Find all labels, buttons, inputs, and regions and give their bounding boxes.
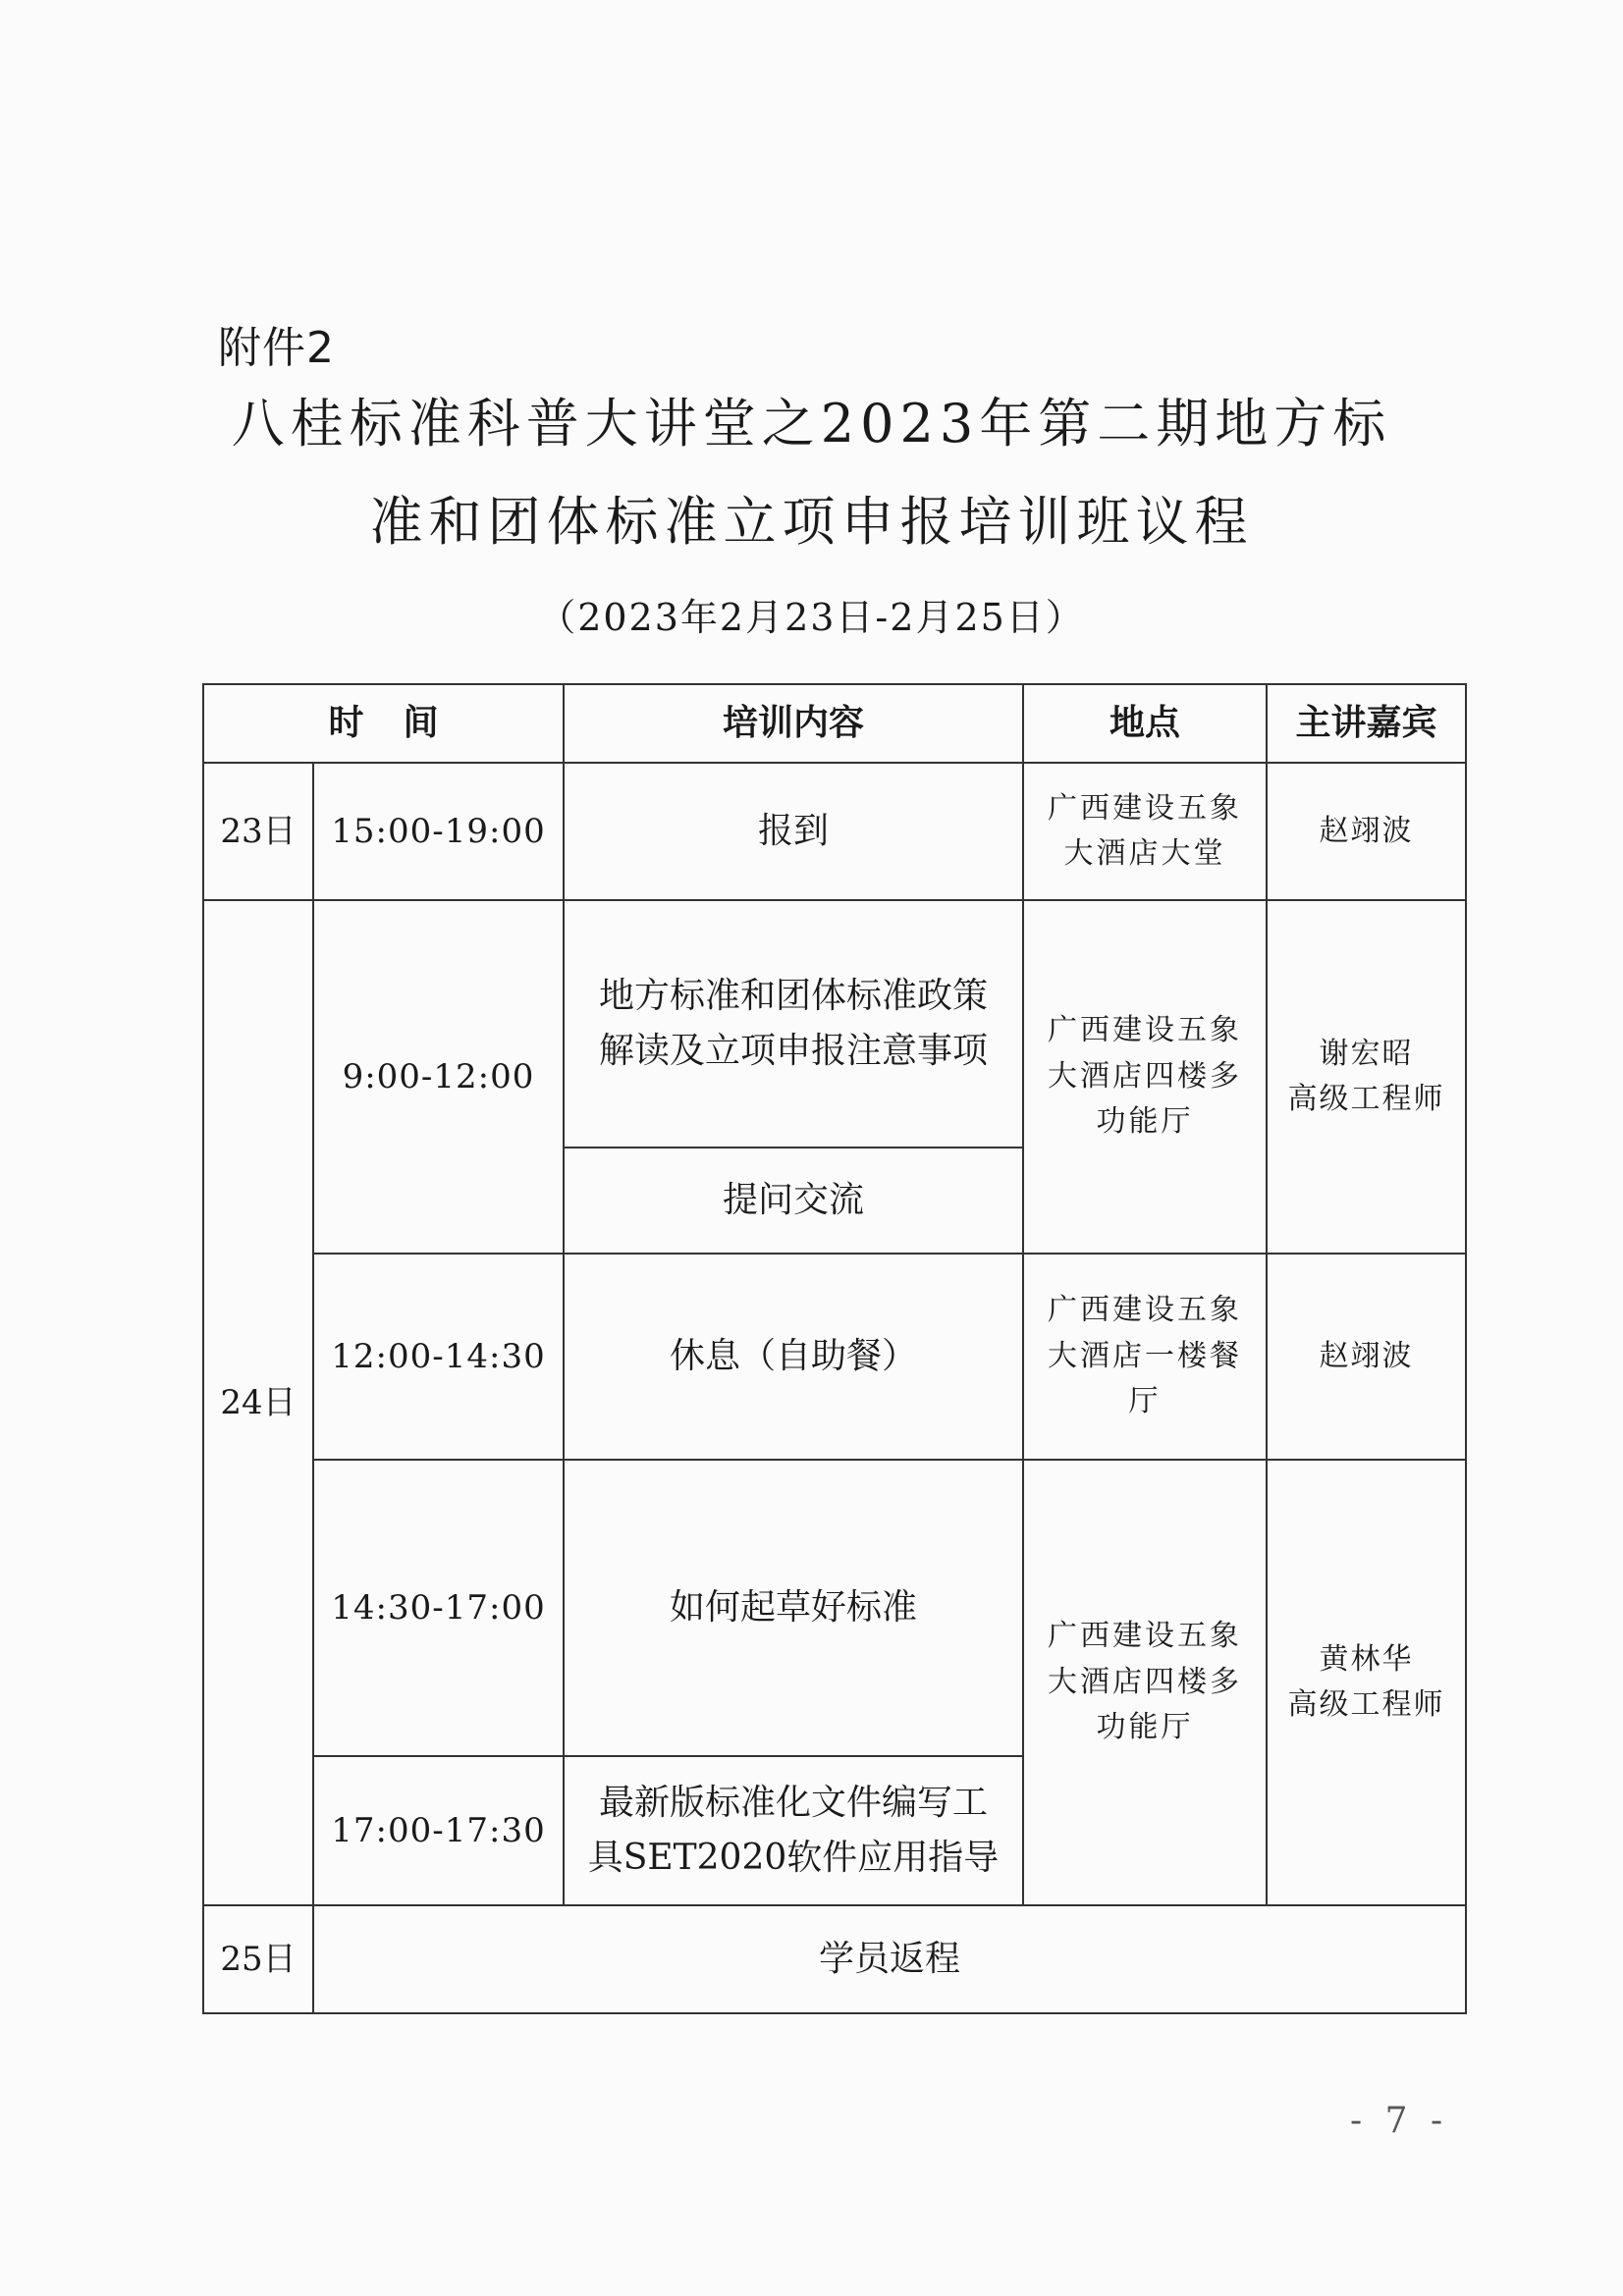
location-line: 广西建设五象 xyxy=(1048,1013,1242,1048)
time-cell: 9:00-12:00 xyxy=(313,900,564,1254)
location-line: 功能厅 xyxy=(1096,1710,1194,1745)
content-cell xyxy=(564,900,1023,1148)
time-cell: 12:00-14:30 xyxy=(313,1254,564,1460)
time-cell: 15:00-19:00 xyxy=(313,763,564,900)
day-cell-23: 23日 xyxy=(203,763,313,900)
location-line: 广西建设五象 xyxy=(1048,1619,1242,1654)
table-row-24-policy xyxy=(203,900,1466,1148)
speaker-cell: 赵翊波 xyxy=(1267,763,1466,900)
header-time-char-1: 时 xyxy=(328,703,364,744)
location-line: 广西建设五象 xyxy=(1048,1293,1242,1328)
location-cell xyxy=(1023,1254,1267,1460)
speaker-title: 高级工程师 xyxy=(1287,1082,1445,1116)
content-line: 解读及立项申报注意事项 xyxy=(598,1031,988,1071)
table-row-24-drafting xyxy=(203,1460,1466,1756)
attachment-label: 附件2 xyxy=(218,323,335,373)
content-line: 最新版标准化文件编写工 xyxy=(598,1783,988,1824)
table-header-row xyxy=(203,684,1466,763)
speaker-name: 谢宏昭 xyxy=(1319,1036,1414,1071)
table-row-24-lunch xyxy=(203,1254,1466,1460)
content-cell: 提问交流 xyxy=(564,1148,1023,1254)
header-time-char-2: 间 xyxy=(403,703,439,744)
agenda-table xyxy=(202,683,1467,2014)
day-cell-25: 25日 xyxy=(203,1905,313,2013)
location-cell xyxy=(1023,900,1267,1254)
content-line: 地方标准和团体标准政策 xyxy=(598,976,988,1017)
location-line: 大酒店四楼多 xyxy=(1048,1058,1242,1094)
speaker-name: 黄林华 xyxy=(1319,1641,1414,1677)
speaker-title: 高级工程师 xyxy=(1287,1687,1445,1722)
time-cell: 14:30-17:00 xyxy=(313,1460,564,1756)
header-speaker: 主讲嘉宾 xyxy=(1267,684,1466,763)
document-title-line-2: 准和团体标准立项申报培训班议程 xyxy=(369,491,1254,553)
content-cell xyxy=(564,1756,1023,1905)
location-line: 功能厅 xyxy=(1096,1104,1194,1140)
header-content: 培训内容 xyxy=(564,684,1023,763)
table-row-23-registration xyxy=(203,763,1466,900)
location-line: 大酒店一楼餐 xyxy=(1048,1338,1242,1373)
page-number: - 7 - xyxy=(1350,2101,1449,2141)
day-cell-24: 24日 xyxy=(203,900,313,1905)
content-cell: 报到 xyxy=(564,763,1023,900)
time-cell: 17:00-17:30 xyxy=(313,1756,564,1905)
document-date-range: （2023年2月23日-2月25日） xyxy=(538,596,1085,639)
location-line: 大酒店四楼多 xyxy=(1048,1664,1242,1699)
location-line: 大酒店大堂 xyxy=(1063,836,1226,871)
content-cell: 休息（自助餐） xyxy=(564,1254,1023,1460)
location-line: 广西建设五象 xyxy=(1048,790,1242,826)
header-location: 地点 xyxy=(1023,684,1267,763)
speaker-cell xyxy=(1267,900,1466,1254)
speaker-cell xyxy=(1267,1460,1466,1905)
location-cell xyxy=(1023,1460,1267,1905)
content-line: 具SET2020软件应用指导 xyxy=(587,1838,1000,1878)
header-time xyxy=(203,684,564,763)
document-title-line-1: 八桂标准科普大讲堂之2023年第二期地方标 xyxy=(231,393,1392,454)
location-line: 厅 xyxy=(1128,1384,1162,1419)
location-cell xyxy=(1023,763,1267,900)
content-cell: 学员返程 xyxy=(313,1905,1466,2013)
speaker-cell: 赵翊波 xyxy=(1267,1254,1466,1460)
content-cell: 如何起草好标准 xyxy=(564,1460,1023,1756)
table-row-25-return xyxy=(203,1905,1466,2013)
